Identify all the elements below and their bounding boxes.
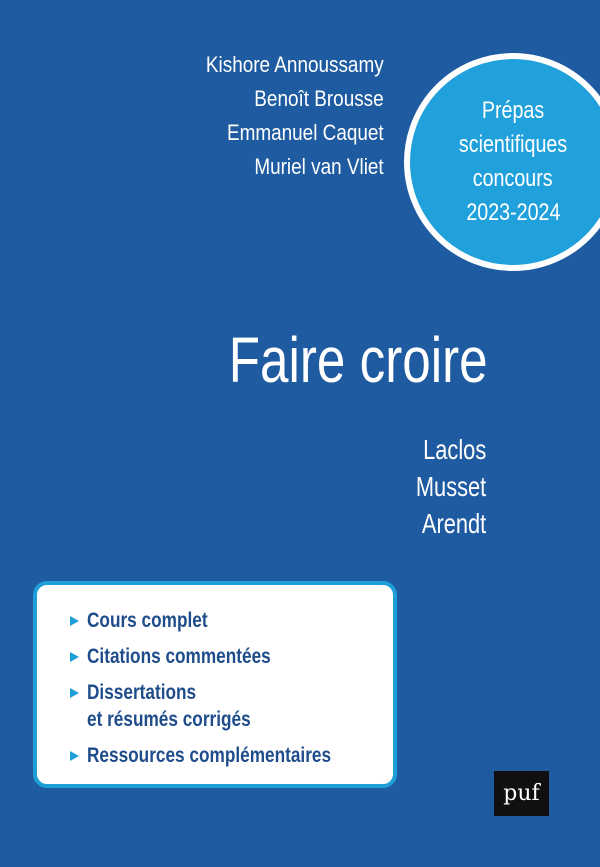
- feature-label: Dissertations et résumés corrigés: [87, 681, 251, 731]
- features-box: [33, 581, 397, 788]
- author-name: Benoît Brousse: [254, 86, 384, 111]
- subject-list: [416, 431, 486, 542]
- badge-line: 2023-2024: [465, 199, 561, 226]
- feature-label: Cours complet: [87, 609, 208, 632]
- book-title: Faire croire: [229, 324, 488, 396]
- badge-line: concours: [473, 165, 553, 192]
- subject-author: Musset: [415, 471, 486, 502]
- feature-item: [70, 643, 393, 670]
- triangle-bullet-icon: [70, 688, 79, 698]
- author-name: Emmanuel Caquet: [227, 120, 384, 145]
- subject-author: Laclos: [422, 434, 486, 465]
- feature-item: [70, 742, 393, 769]
- author-list: [206, 48, 384, 184]
- triangle-bullet-icon: [70, 616, 79, 626]
- publisher-logo: [494, 771, 549, 816]
- exam-badge: [404, 53, 600, 271]
- author-name: Muriel van Vliet: [254, 154, 384, 179]
- badge-line: scientifiques: [458, 131, 568, 158]
- triangle-bullet-icon: [70, 652, 79, 662]
- feature-label: Citations commentées: [87, 645, 271, 668]
- publisher-logo-text: puf: [503, 780, 540, 806]
- feature-item: [70, 607, 393, 634]
- subject-author: Arendt: [421, 508, 486, 539]
- feature-label: Ressources complémentaires: [87, 744, 332, 767]
- author-name: Kishore Annoussamy: [206, 52, 384, 77]
- feature-item: [70, 679, 393, 733]
- triangle-bullet-icon: [70, 751, 79, 761]
- badge-line: Prépas: [481, 97, 545, 124]
